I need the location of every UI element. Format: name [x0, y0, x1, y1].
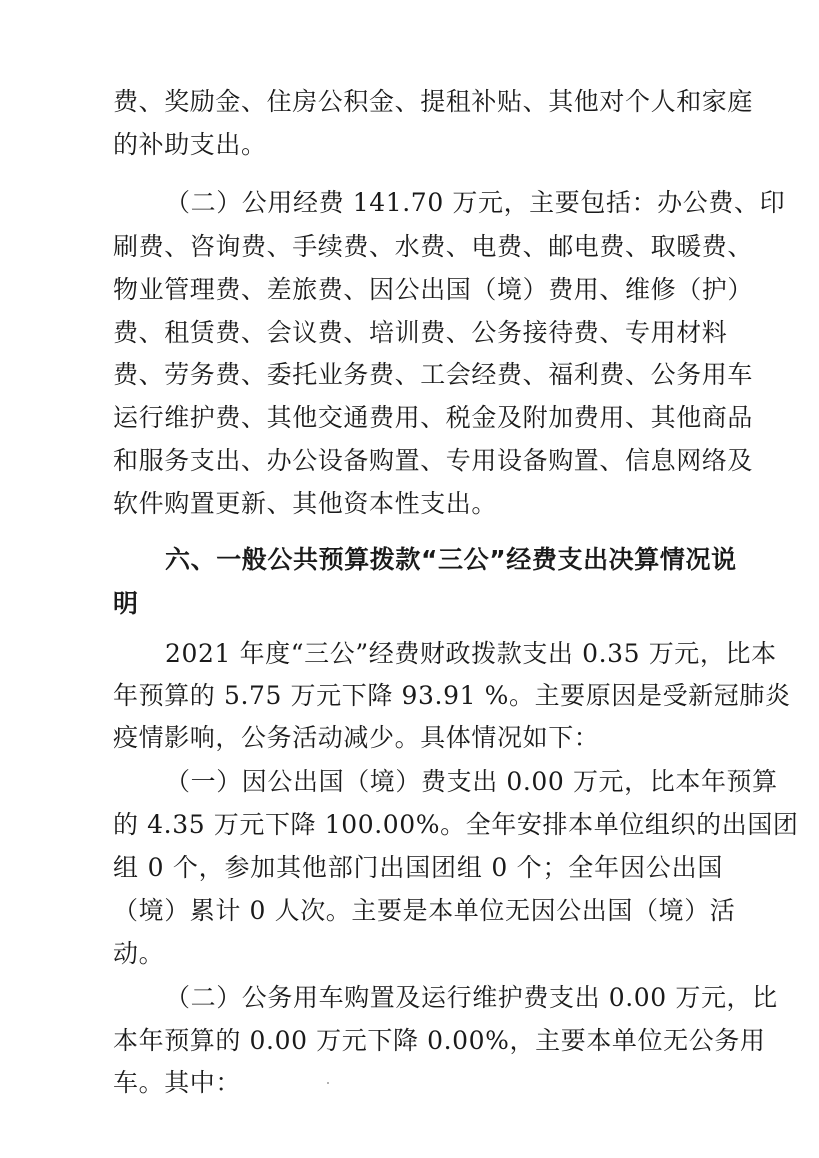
- paragraph-line: 疫情影响，公务活动减少。具体情况如下：: [113, 723, 600, 752]
- paragraph-line: 年预算的 5.75 万元下降 93.91 %。主要原因是受新冠肺炎: [113, 681, 791, 710]
- section-heading-continued: 明: [113, 589, 139, 618]
- paragraph-line: 本年预算的 0.00 万元下降 0.00%，主要本单位无公务用: [113, 1026, 766, 1055]
- paragraph-line: （二）公务用车购置及运行维护费支出 0.00 万元，比: [165, 983, 778, 1012]
- scan-speck: [327, 1082, 329, 1084]
- paragraph-line: 车。其中：: [113, 1068, 242, 1097]
- paragraph-line: （二）公用经费 141.70 万元，主要包括：办公费、印: [165, 188, 786, 217]
- paragraph-line: 物业管理费、差旅费、因公出国（境）费用、维修（护）: [113, 275, 754, 304]
- section-heading: 六、一般公共预算拨款“三公”经费支出决算情况说: [165, 545, 737, 574]
- paragraph-line: 2021 年度“三公”经费财政拨款支出 0.35 万元，比本: [165, 639, 777, 668]
- paragraph-line: 软件购置更新、其他资本性支出。: [113, 489, 498, 518]
- paragraph-line: （一）因公出国（境）费支出 0.00 万元，比本年预算: [165, 767, 778, 796]
- paragraph-line: 组 0 个，参加其他部门出国团组 0 个；全年因公出国: [113, 853, 723, 882]
- paragraph-line: 运行维护费、其他交通费用、税金及附加费用、其他商品: [113, 403, 754, 432]
- paragraph-line: 费、奖励金、住房公积金、提租补贴、其他对个人和家庭: [113, 87, 754, 116]
- paragraph-line: 动。: [113, 939, 165, 968]
- paragraph-line: 的 4.35 万元下降 100.00%。全年安排本单位组织的出国团: [113, 810, 799, 839]
- paragraph-line: 费、租赁费、会议费、培训费、公务接待费、专用材料: [113, 318, 728, 347]
- paragraph-line: （境）累计 0 人次。主要是本单位无因公出国（境）活: [113, 896, 736, 925]
- paragraph-line: 费、劳务费、委托业务费、工会经费、福利费、公务用车: [113, 360, 754, 389]
- paragraph-line: 刷费、咨询费、手续费、水费、电费、邮电费、取暖费、: [113, 232, 754, 261]
- paragraph-line: 的补助支出。: [113, 130, 267, 159]
- paragraph-line: 和服务支出、办公设备购置、专用设备购置、信息网络及: [113, 446, 754, 475]
